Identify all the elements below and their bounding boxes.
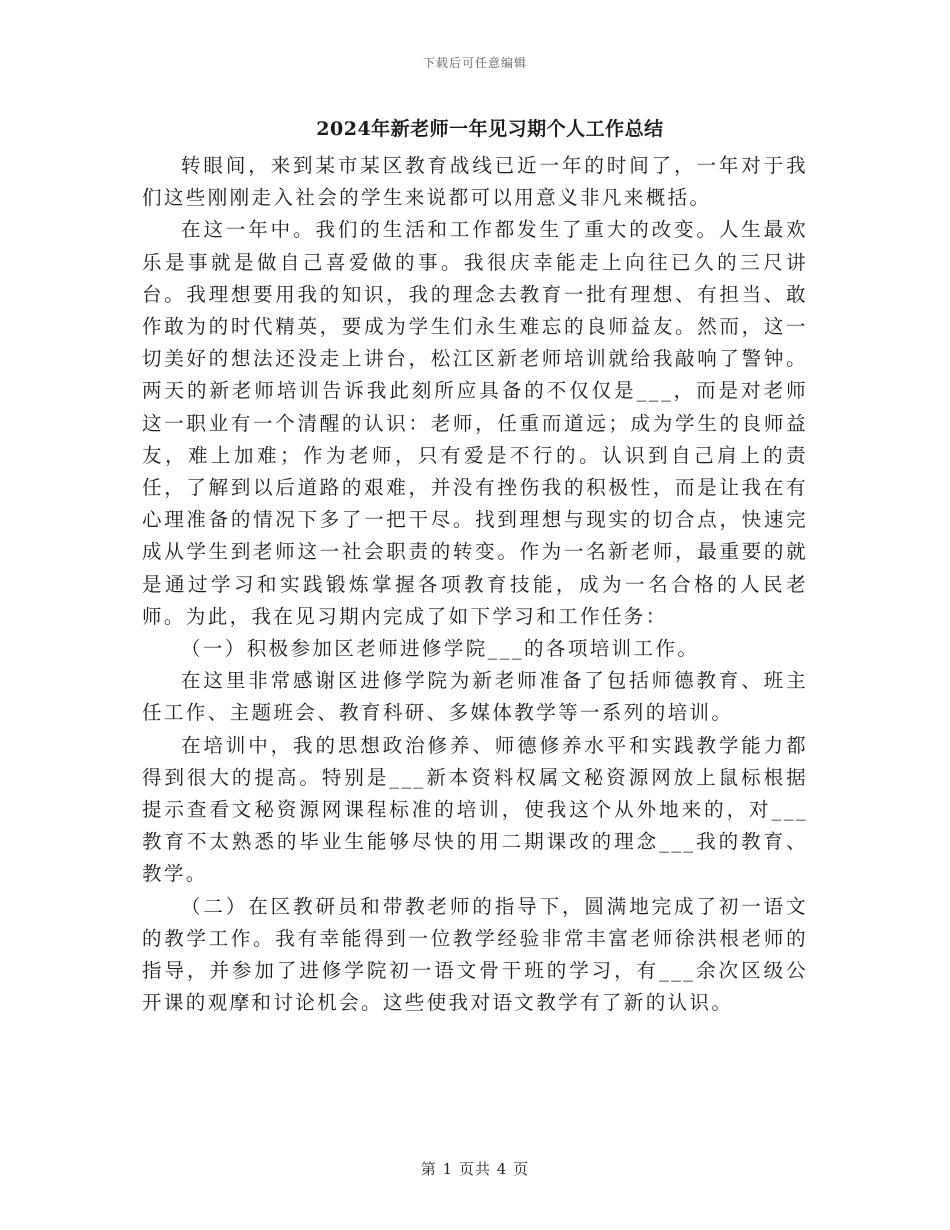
- paragraph-training-thanks: 在这里非常感谢区进修学院为新老师准备了包括师德教育、班主任工作、主题班会、教育科研、多媒体教学等一系列的培训。: [142, 669, 808, 725]
- paragraph-training-results: 在培训中，我的思想政治修养、师德修养水平和实践教学能力都得到很大的提高。特别是___新本资料权属文秘资源网放上鼠标根据提示查看文秘资源网课程标准的培训，使我这个从外地来的，对___教育不太熟悉的毕业生能够尽快的用二期课改的理念___我的教育、教学。: [142, 733, 808, 886]
- section-heading-training: （一）积极参加区老师进修学院___的各项培训工作。: [181, 637, 700, 661]
- paragraph-reflection: 在这一年中。我们的生活和工作都发生了重大的改变。人生最欢乐是事就是做自己喜爱做的事。我很庆幸能走上向往已久的三尺讲台。我理想要用我的知识，我的理念去教育一批有理想、有担当、敢作敢为的时代精英，要成为学生们永生难忘的良师益友。然而，这一切美好的想法还没走上讲台，松江区新老师培训就给我敲响了警钟。两天的新老师培训告诉我此刻所应具备的不仅仅是___，而是对老师这一职业有一个清醒的认识：老师，任重而道远；成为学生的良师益友，难上加难；作为老师，只有爱是不行的。认识到自己肩上的责任，了解到以后道路的艰难，并没有挫伤我的积极性，而是让我在有心理准备的情况下多了一把干尽。找到理想与现实的切合点，快速完成从学生到老师这一社会职责的转变。作为一名新老师，最重要的就是通过学习和实践锻炼掌握各项教育技能，成为一名合格的人民老师。为此，我在见习期内完成了如下学习和工作任务：: [142, 218, 808, 628]
- page-number-footer: 第 1 页共 4 页: [420, 1160, 530, 1178]
- paragraph-teaching-work: （二）在区教研员和带教老师的指导下，圆满地完成了初一语文的教学工作。我有幸能得到一位教学经验非常丰富老师徐洪根老师的指导，并参加了进修学院初一语文骨干班的学习，有___余次区级公开课的观摩和讨论机会。这些使我对语文教学有了新的认识。: [142, 894, 808, 1015]
- document-body: [142, 112, 808, 1019]
- document-title: 2024年新老师一年见习期个人工作总结: [316, 118, 664, 140]
- paragraph-intro: 转眼间，来到某市某区教育战线已近一年的时间了，一年对于我们这些刚刚走入社会的学生来说都可以用意义非凡来概括。: [142, 154, 808, 210]
- header-note: 下载后可任意编辑: [422, 56, 527, 70]
